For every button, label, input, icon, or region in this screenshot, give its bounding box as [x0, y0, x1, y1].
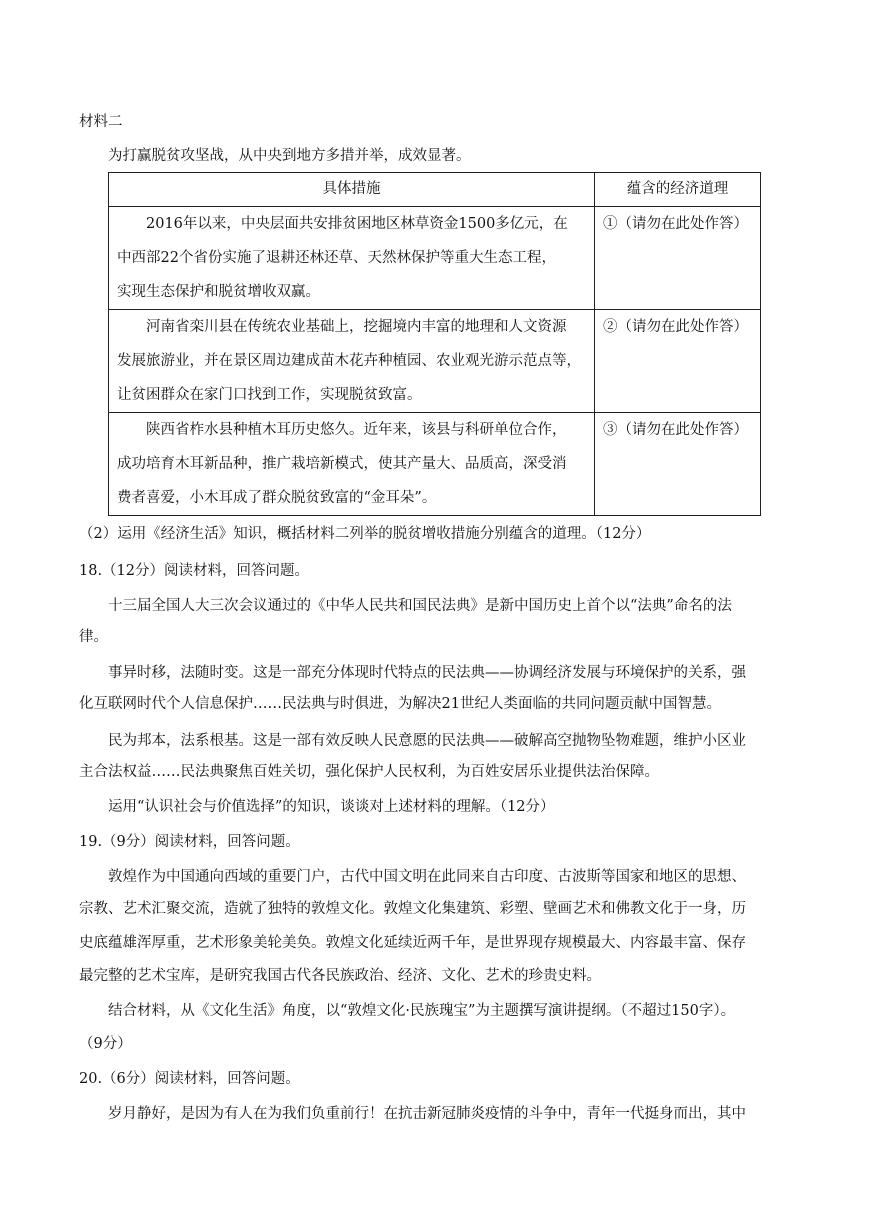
paragraph-line: 最完整的艺术宝库，是研究我国古代各民族政治、经济、文化、艺术的珍贵史料。 — [79, 968, 601, 984]
measure-line: 陕西省柞水县种植木耳历史悠久。近年来，该县与科研单位合作， — [146, 422, 567, 438]
question-2: （2）运用《经济生活》知识，概括材料二列举的脱贫增收措施分别蕴含的道理。（12分） — [79, 526, 651, 542]
measure-line: 2016年以来，中央层面共安排贫困地区林草资金1500多亿元，在 — [146, 216, 568, 232]
measure-line: 发展旅游业，并在景区周边建成苗木花卉种植园、农业观光游示范点等， — [117, 353, 581, 369]
measures-table — [108, 172, 761, 516]
measure-line: 让贫困群众在家门口找到工作，实现脱贫致富。 — [117, 387, 422, 403]
measure-cell — [109, 207, 595, 310]
measure-cell — [109, 310, 595, 413]
paragraph-line: 化互联网时代个人信息保护……民法典与时俱进，为解决21世纪人类面临的共同问题贡献中国智慧。 — [79, 696, 721, 712]
answer-cell: ①（请勿在此处作答） — [595, 207, 761, 310]
header-measures: 具体措施 — [109, 173, 595, 207]
header-economic-principle: 蕴含的经济道理 — [595, 173, 761, 207]
paragraph-line: 事异时移，法随时变。这是一部充分体现时代特点的民法典——协调经济发展与环境保护的关系，强 — [108, 665, 746, 681]
question-19-score: （9分） — [79, 1036, 132, 1052]
paragraph-line: 宗教、艺术汇聚交流，造就了独特的敦煌文化。敦煌文化集建筑、彩塑、壁画艺术和佛教文化于一身，历 — [79, 901, 746, 917]
material-intro: 为打赢脱贫攻坚战，从中央到地方多措并举，成效显著。 — [108, 148, 471, 164]
question-19-task: 结合材料，从《文化生活》角度，以“敦煌文化·民族瑰宝”为主题撰写演讲提纲。（不超过150字）。 — [108, 1003, 736, 1019]
table-row — [109, 207, 761, 310]
measure-cell — [109, 413, 595, 516]
table-header-row — [109, 173, 761, 207]
paragraph-line: 主合法权益……民法典聚焦百姓关切，强化保护人民权利，为百姓安居乐业提供法治保障。 — [79, 764, 659, 780]
question-18-title: 18.（12分）阅读材料，回答问题。 — [79, 563, 310, 579]
paragraph-line: 十三届全国人大三次会议通过的《中华人民共和国民法典》是新中国历史上首个以“法典”命名的法 — [108, 598, 732, 614]
paragraph-line: 岁月静好，是因为有人在为我们负重前行！在抗击新冠肺炎疫情的斗争中，青年一代挺身而出，其中 — [108, 1106, 746, 1122]
table-row — [109, 310, 761, 413]
answer-cell: ③（请勿在此处作答） — [595, 413, 761, 516]
measure-line: 中西部22个省份实施了退耕还林还草、天然林保护等重大生态工程， — [117, 250, 556, 266]
question-19-title: 19.（9分）阅读材料，回答问题。 — [79, 834, 300, 850]
measure-line: 成功培育木耳新品种，推广栽培新模式，使其产量大、品质高，深受消 — [117, 456, 567, 472]
question-20-title: 20.（6分）阅读材料，回答问题。 — [79, 1071, 300, 1087]
measure-line: 河南省栾川县在传统农业基础上，挖掘境内丰富的地理和人文资源 — [146, 319, 567, 335]
paragraph-line: 史底蕴雄浑厚重，艺术形象美轮美奂。敦煌文化延续近两千年，是世界现存规模最大、内容最丰富、保存 — [79, 935, 746, 951]
measure-line: 实现生态保护和脱贫增收双赢。 — [117, 284, 320, 300]
paragraph-line: 律。 — [79, 629, 108, 645]
paragraph-line: 敦煌作为中国通向西域的重要门户，古代中国文明在此同来自古印度、古波斯等国家和地区的思想、 — [108, 869, 746, 885]
question-18-task: 运用“认识社会与价值选择”的知识，谈谈对上述材料的理解。（12分） — [108, 799, 555, 815]
answer-cell: ②（请勿在此处作答） — [595, 310, 761, 413]
material-heading: 材料二 — [79, 114, 123, 130]
table-row — [109, 413, 761, 516]
paragraph-line: 民为邦本，法系根基。这是一部有效反映人民意愿的民法典——破解高空抛物坠物难题，维护小区业 — [108, 733, 746, 749]
measure-line: 费者喜爱，小木耳成了群众脱贫致富的“金耳朵”。 — [117, 490, 437, 506]
